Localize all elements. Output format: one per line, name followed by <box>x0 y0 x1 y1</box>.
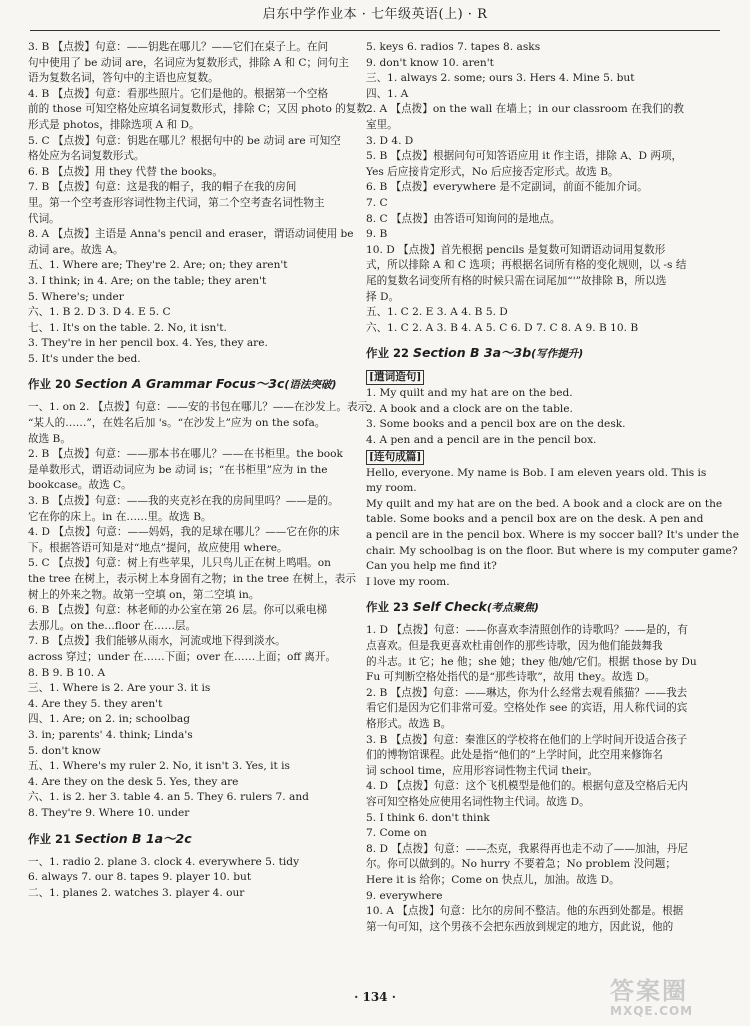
answer-line: My quilt and my hat are on the bed. A book and a clock are on the <box>366 497 723 510</box>
answer-line: 6. B 【点拨】句意：林老师的办公室在第 26 层。你可以乘电梯 <box>28 604 328 617</box>
answer-line: 三、1. always 2. some; ours 3. Hers 4. Mine 5. but <box>366 72 635 85</box>
answer-line: 9. everywhere <box>366 889 443 902</box>
watermark-logo <box>610 978 740 1022</box>
answer-line: 5. don't know <box>28 744 101 757</box>
answer-line: table. Some books and a pencil box are on the desk. A pen and <box>366 513 704 526</box>
subsection-tag: [连句成篇] <box>366 450 424 465</box>
answer-line: across 穿过；under 在……下面；over 在……上面；off 离开。 <box>28 650 337 663</box>
answer-line: 七、1. It's on the table. 2. No, it isn't. <box>28 321 227 334</box>
answer-line: 择 D。 <box>366 290 400 303</box>
answer-line: 3. in; parents' 4. think; Linda's <box>28 728 193 741</box>
watermark-url: MXQE.COM <box>610 1004 694 1018</box>
answer-line: 们的博物馆课程。此处是指“他们的”上学时间，此空用来修饰名 <box>366 749 663 762</box>
answer-line: 5. B 【点拨】根据问句可知答语应用 it 作主语，排除 A、D 两项， <box>366 150 683 163</box>
answer-line: the tree 在树上，表示树上本身固有之物；in the tree 在树上，表示 <box>28 573 356 585</box>
answer-line: 3. They're in her pencil box. 4. Yes, they are. <box>28 337 268 350</box>
answer-line: 五、1. Where are; They're 2. Are; on; they aren't <box>28 259 288 272</box>
answer-line: 三、1. Where is 2. Are your 3. it is <box>28 682 211 695</box>
answer-line: 二、1. planes 2. watches 3. player 4. our <box>28 886 245 899</box>
answer-line: 2. A 【点拨】on the wall 在墙上；in our classroom 在我们的教 <box>366 103 684 116</box>
answer-line: 8. A 【点拨】主语是 Anna's pencil and eraser，谓语动词使用 be <box>28 228 354 241</box>
watermark-text: 答案圈 <box>610 977 688 1005</box>
answer-line: 形式是 photos，排除选项 A 和 D。 <box>28 118 200 131</box>
answer-line: 四、1. A <box>366 87 409 100</box>
answer-line: 5. I think 6. don't think <box>366 811 490 824</box>
answer-line: 尾的复数名词变所有格的时候只需在词尾加“'”故排除 B，所以选 <box>366 274 667 287</box>
answer-line: 六、1. is 2. her 3. table 4. an 5. They 6. rulers 7. and <box>28 791 309 804</box>
answer-line: 格处应为名词复数形式。 <box>28 150 145 163</box>
answer-line: Hello, everyone. My name is Bob. I am eleven years old. This is <box>366 466 707 479</box>
answer-line: 5. It's under the bed. <box>28 352 141 365</box>
answer-line: 树上的外来之物。故第一空填 on，第二空填 in。 <box>28 588 260 601</box>
section-subtitle: (写作提升) <box>531 348 584 361</box>
section-title: Self Check <box>413 599 487 615</box>
answer-line: 8. D 【点拨】句意：——杰克，我累得再也走不动了——加油，丹尼 <box>366 842 688 855</box>
answer-line: 五、1. C 2. E 3. A 4. B 5. D <box>366 306 508 319</box>
answer-line: 3. Some books and a pencil box are on the desk. <box>366 418 626 431</box>
answer-line: 2. B 【点拨】句意：——琳达，你为什么经常去观看熊猫？——我去 <box>366 686 688 699</box>
answer-line: 容可知空格处应使用名词性物主代词。故选 D。 <box>366 795 590 808</box>
answer-line: my room. <box>366 482 417 495</box>
section-number: 作业 21 <box>28 831 72 846</box>
answer-line: 式，所以排除 A 和 C 选项；再根据名词所有格的变化规则，以 -s 结 <box>366 259 687 272</box>
answer-line: chair. My schoolbag is on the floor. But where is my computer game? <box>366 544 738 557</box>
answer-line: 五、1. Where's my ruler 2. No, it isn't 3. Yes, it is <box>28 760 290 773</box>
answer-line: “某人的……”，在姓名后加 's。“在沙发上”应为 on the sofa。 <box>28 417 326 430</box>
answer-line: 句中使用了 be 动词 are，名词应为复数形式，排除 A 和 C；问句主 <box>28 56 349 69</box>
answer-line: 7. B 【点拨】句意：这是我的帽子，我的帽子在我的房间 <box>28 181 297 194</box>
answer-line: 一、1. radio 2. plane 3. clock 4. everywhere 5. tidy <box>28 855 300 868</box>
answer-line: 10. D 【点拨】首先根据 pencils 是复数可知谓语动词用复数形 <box>366 243 666 256</box>
answer-line: 5. Where's; under <box>28 290 124 303</box>
answer-line: 看它们是因为它们非常可爱。空格处作 see 的宾语，用人称代词的宾 <box>366 702 688 715</box>
answer-line: 2. A book and a clock are on the table. <box>366 402 573 415</box>
answer-line: 9. don't know 10. aren't <box>366 56 494 69</box>
right-column <box>366 40 739 935</box>
answer-line: 4. D 【点拨】句意：这个飞机模型是他们的。根据句意及空格后无内 <box>366 780 688 793</box>
section-title: Section B 1a～2c <box>75 830 192 846</box>
answer-line: 六、1. C 2. A 3. B 4. A 5. C 6. D 7. C 8. A 9. B 10. B <box>366 321 639 334</box>
answer-line: 5. C 【点拨】句意：树上有些苹果，儿只鸟儿正在树上鸣唱。on <box>28 557 331 570</box>
section-title: Section A Grammar Focus～3c <box>75 376 285 392</box>
answer-line: 8. C 【点拨】由答语可知询问的是地点。 <box>366 212 561 225</box>
answer-line: 4. Are they 5. they aren't <box>28 697 163 710</box>
answer-line: 它在你的床上。in 在……里。故选 B。 <box>28 510 212 523</box>
answer-line: 是单数形式，谓语动词应为 be 动词 is；“在书柜里”应为 in the <box>28 463 328 476</box>
answer-line: 尔。你可以做到的。No hurry 不要着急；No problem 没问题； <box>366 858 676 871</box>
header-title: 启东中学作业本 · 七年级英语(上) · R <box>262 7 488 22</box>
answer-line: 5. C 【点拨】句意：钥匙在哪儿？根据句中的 be 动词 are 可知空 <box>28 134 341 147</box>
answer-line: 3. D 4. D <box>366 134 414 147</box>
answer-line: 动词 are。故选 A。 <box>28 243 124 256</box>
answer-line: 3. B 【点拨】句意：秦淮区的学校将在他们的上学时间开设适合孩子 <box>366 733 688 746</box>
answer-line: 3. I think; in 4. Are; on the table; they aren't <box>28 274 267 287</box>
answer-line: 6. always 7. our 8. tapes 9. player 10. but <box>28 871 252 884</box>
answer-line: 语为复数名词，答句中的主语也应复数。 <box>28 72 219 85</box>
section-heading <box>366 344 696 363</box>
answer-line: 下。根据答语可知是对“地点”提问，故应使用 where。 <box>28 541 288 554</box>
answer-line: 的斗志。it 它；he 他；she 她；they 他/她/它们。根据 those by Du <box>366 655 697 668</box>
answer-line: 四、1. Are; on 2. in; schoolbag <box>28 713 190 726</box>
answer-line: 7. Come on <box>366 827 427 840</box>
section-number: 作业 20 <box>28 377 72 392</box>
subsection-tag: [遣词造句] <box>366 370 424 385</box>
answer-line: 6. B 【点拨】everywhere 是不定副词，前面不能加介词。 <box>366 181 648 194</box>
answer-line: 故选 B。 <box>28 432 71 445</box>
answer-line: 室里。 <box>366 118 398 131</box>
answer-line: 里。第一个空考查形容词性物主代词，第二个空考查名词性物主 <box>28 196 325 209</box>
left-column <box>28 40 369 901</box>
answer-line: 1. D 【点拨】句意：——你喜欢李清照创作的诗歌吗？——是的，有 <box>366 624 688 637</box>
answer-line: 6. B 【点拨】用 they 代替 the books。 <box>28 165 223 178</box>
answer-line: Yes 后应接肯定形式，No 后应接否定形式。故选 B。 <box>366 165 619 178</box>
answer-line: 4. A pen and a pencil are in the pencil box. <box>366 434 597 447</box>
answer-line: 5. keys 6. radios 7. tapes 8. asks <box>366 41 541 53</box>
answer-line: 3. B 【点拨】句意：——钥匙在哪儿？——它们在桌子上。在问 <box>28 41 329 53</box>
section-number: 作业 22 <box>366 346 410 361</box>
answer-line: 4. D 【点拨】句意：——妈妈，我的足球在哪儿？——它在你的床 <box>28 526 340 539</box>
answer-line: 8. B 9. B 10. A <box>28 666 106 679</box>
page-number: · 134 · <box>354 990 396 1004</box>
answer-line: 一、1. on 2. 【点拨】句意：——安的书包在哪儿？——在沙发上。表示 <box>28 401 369 414</box>
answer-line: 去那儿。on the…floor 在……层。 <box>28 619 197 632</box>
section-subtitle: (语法突破) <box>284 379 337 392</box>
answer-line: I love my room. <box>366 575 450 588</box>
section-heading <box>28 830 358 849</box>
answer-line: 1. My quilt and my hat are on the bed. <box>366 387 573 400</box>
answer-line: 4. B 【点拨】句意：看那些照片。它们是他的。根据第一个空格 <box>28 87 329 100</box>
answer-line: 前的 those 可知空格处应填名词复数形式，排除 C；又因 photo 的复数 <box>28 103 367 116</box>
answer-line: 格形式。故选 B。 <box>366 717 452 730</box>
section-title: Section B 3a～3b <box>413 345 532 361</box>
answer-line: 第一句可知，这个男孩不会把东西放到规定的地方，因此说，他的 <box>366 920 674 933</box>
answer-line: 点喜欢。但是我更喜欢杜甫创作的那些诗歌，因为他们能鼓舞我 <box>366 640 663 652</box>
answer-line: 9. B <box>366 228 388 241</box>
answer-line: 7. C <box>366 196 388 209</box>
answer-line: 8. They're 9. Where 10. under <box>28 806 190 819</box>
section-number: 作业 23 <box>366 600 410 615</box>
answer-line: 代词。 <box>28 212 60 225</box>
section-heading <box>28 375 358 394</box>
answer-line: 六、1. B 2. D 3. D 4. E 5. C <box>28 306 171 319</box>
answer-line: Fu 可判断空格处指代的是“那些诗歌”，故用 they。故选 D。 <box>366 671 656 684</box>
section-subtitle: (考点聚焦) <box>486 602 539 615</box>
answer-line: 3. B 【点拨】句意：——我的夹克衫在我的房间里吗？——是的。 <box>28 495 339 508</box>
answer-line: bookcase。故选 C。 <box>28 479 132 492</box>
answer-line: 7. B 【点拨】我们能够从雨水，河流或地下得到淡水。 <box>28 635 286 648</box>
answer-line: 10. A 【点拨】句意：比尔的房间不整洁。他的东西到处都是。根据 <box>366 905 684 918</box>
answer-line: a pencil are in the pencil box. Where is my soccer ball? It's under the <box>366 529 739 542</box>
answer-line: 词 school time，应用形容词性物主代词 their。 <box>366 764 598 777</box>
answer-line: Can you help me find it? <box>366 560 497 573</box>
page-header <box>30 0 720 31</box>
answer-line: 2. B 【点拨】句意：——那本书在哪儿？——在书柜里。the book <box>28 448 343 461</box>
answer-line: Here it is 给你；Come on 快点儿，加油。故选 D。 <box>366 873 620 886</box>
answer-line: 4. Are they on the desk 5. Yes, they are <box>28 775 239 788</box>
section-heading <box>366 598 696 617</box>
